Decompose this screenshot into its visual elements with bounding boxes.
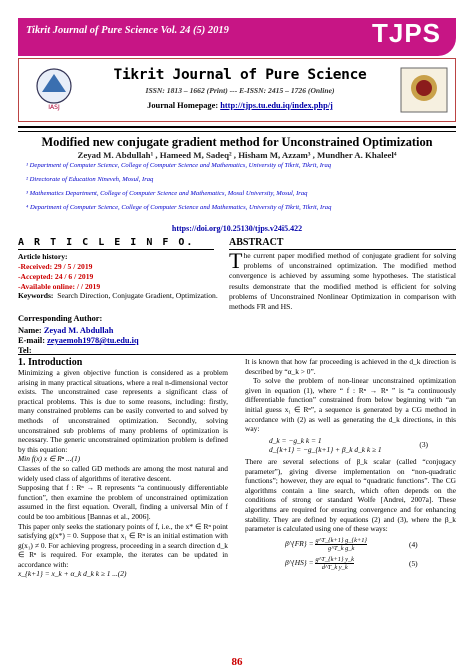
intro-heading: 1. Introduction	[18, 357, 83, 368]
intro-paragraph-3: Supposing that f : Rⁿ → R represents “a continuously differentiable function”, then examine the problem of unconstrained optimization assumed in the first equation. Overall, finding a universal Min of f could be too ambitious [Bannas et al., 2006].	[18, 483, 228, 521]
affiliation-1: ¹ Department of Computer Science, College of Computer Science and Mathematics, University of Tikrit, Tikrit, Iraq	[26, 162, 332, 169]
iasj-logo	[24, 62, 84, 118]
left-column	[18, 368, 228, 579]
corresponding-author-label: Corresponding Author:	[18, 314, 103, 323]
right-column	[245, 357, 456, 572]
right-paragraph-3: There are several selections of β_k scalar (called “conjugacy parameter”), giving diverse implementation on “non-quadratic functions”; however, they are equal to “quadratic functions”. The CG algorithms contain a line search, which often depends on the conditions of strong or standard Wolfe [Andrei, 2007a]. These algorithms are required for ensuring convergence and for enhancing stability. They are defined by equations (2) and (3), where the β_k parameter is calculated using one of these ways:	[245, 456, 456, 534]
name-label: Name:	[18, 326, 42, 335]
equation-3-tag: (3)	[419, 439, 428, 449]
affiliation-4: ⁴ Department of Computer Science, College of Computer Science and Mathematics, University of Tikrit, Tikrit, Iraq	[26, 204, 332, 211]
abstract-body	[229, 248, 456, 312]
equation-4	[285, 537, 456, 553]
email-link[interactable]: zeyaemoh1978@tu.edu.iq	[47, 336, 139, 345]
author-name-line	[18, 326, 218, 335]
equation-2: x_{k+1} = x_k + α_k d_k k ≥ 1 ...(2)	[18, 569, 127, 579]
article-info-heading: A R T I C L E I N F O.	[18, 237, 195, 248]
equation-5	[285, 556, 456, 572]
equation-5-lhs: β^{HS} =	[285, 557, 314, 567]
equation-5-numerator: g^T_{k+1} y_k	[315, 555, 354, 563]
right-paragraph-1: It is known that how far proceeding is achieved in the d_k direction is described by “α_k > 0”.	[245, 357, 456, 376]
equation-5-denominator: d^T_k y_k	[321, 563, 348, 571]
equation-3	[269, 436, 456, 455]
intro-rule	[18, 354, 456, 355]
paper-title: Modified new conjugate gradient method for Unconstrained Optimization	[41, 135, 433, 149]
doi-line	[18, 224, 456, 233]
article-history-label: Article history:	[18, 252, 68, 261]
keywords-text: Search Direction, Conjugate Gradient, Optimization.	[57, 291, 218, 300]
equation-5-fraction	[315, 556, 354, 571]
equation-4-numerator: g^T_{k+1} g_{k+1}	[315, 536, 367, 544]
equation-4-denominator: g^T_k g_k	[328, 544, 355, 552]
tel-label: Tel:	[18, 346, 32, 355]
equation-3-line-2: d_{k+1} = −g_{k+1} + β_k d_k k ≥ 1	[269, 445, 382, 455]
accepted-date: -Accepted: 24 / 6 / 2019	[18, 272, 94, 281]
homepage-link[interactable]: http://tjps.tu.edu.iq/index.php/j	[220, 101, 333, 110]
doi-link[interactable]: https://doi.org/10.25130/tjps.v24i5.422	[171, 224, 303, 233]
equation-4-lhs: β^{FR} =	[285, 538, 314, 548]
equation-4-fraction	[315, 537, 367, 552]
page-number: 86	[231, 656, 243, 668]
intro-paragraph-2: Classes of the so called GD methods are among the most natural and widely used class of algorithms of iterative descent.	[18, 463, 228, 483]
keywords-label: Keywords:	[18, 291, 54, 300]
intro-paragraph-4: This paper only seeks the stationary points of f, i.e., the x* ∈ Rⁿ point satisfying g(x*) = 0. Suppose that x₁ ∈ Rⁿ is an initial estimation with g(x₁) ≠ 0. For achieving progress, proceeding in a search direction d_k ∈ Rⁿ is required. For example, the iterates can be updated in accordance with:	[18, 521, 228, 569]
author-list: Zeyad M. Abdullah¹ , Hameed M, Sadeq² , Hisham M, Azzam³ , Mundher A. Khaleel⁴	[77, 150, 397, 160]
author-name: Zeyad M. Abdullah	[43, 326, 114, 335]
homepage-line	[90, 101, 390, 110]
equation-1: Min f(x) x ∈ Rⁿ ...(1)	[18, 454, 81, 464]
equation-5-tag: (5)	[409, 558, 418, 568]
homepage-label: Journal Homepage:	[147, 101, 219, 110]
brand-mark: TJPS	[372, 18, 442, 48]
issn-line: ISSN: 1813 – 1662 (Print) --- E-ISSN: 2415 – 1726 (Online)	[145, 86, 335, 95]
keywords-block	[18, 291, 218, 300]
abstract-text: he current paper modified method of conjugate gradient for solving problems of unconstrained optimization. The modified method convergence is achieved by assuming some hypotheses. The statistical results demonstrate that the modified method is efficient for solving problems of Unconstrained Nonlinear Optimization in comparison with methods FR and HS.	[229, 251, 456, 312]
affiliation-3: ³ Mathematics Department, College of Computer Science and Mathematics, Mosul University, Mosul, Iraq	[26, 190, 308, 197]
online-date: -Available online: / / 2019	[18, 282, 101, 291]
equation-3-line-1: d_k = −g_k k = 1	[269, 435, 322, 445]
email-label: E-mail:	[18, 336, 45, 345]
svg-text:IASJ: IASJ	[48, 104, 60, 111]
article-info-rule	[18, 249, 214, 250]
right-paragraph-2: To solve the problem of non-linear unconstrained optimization given in equation (1), where “ f : Rⁿ → Rⁿ ” is “a continuously differentiable function” constrained from below beginning with “an initial guess x₁ ∈ Rⁿ”, a sequence is generated by a CG method in accordance with (2) as well as generating the d_k directions, in this way:	[245, 376, 456, 434]
journal-volume-line: Tikrit Journal of Pure Science Vol. 24 (5) 2019	[26, 25, 229, 36]
abstract-heading: ABSTRACT	[229, 237, 284, 248]
abstract-drop-cap: T	[229, 248, 243, 273]
intro-paragraph-1: Minimizing a given objective function is considered as a problem arising in many practical situations, where a real n-dimensional vector exists. The unconstrained case represents a significant class of practical problems. This is due to some reasons, including: firstly, many constrained problems can be easily converted to and solved by methods of unconstrained optimization. Secondly, solving unconstrained sub problems of many problems of optimization is necessary. The generic unconstrained optimization problem is defined by this equation:	[18, 368, 228, 454]
tjps-logo	[395, 62, 453, 118]
header-divider	[18, 126, 456, 132]
equation-4-tag: (4)	[409, 539, 418, 549]
received-date: -Received: 29 / 5 / 2019	[18, 262, 93, 271]
email-line	[18, 336, 218, 345]
abstract-rule	[229, 249, 456, 250]
journal-title: Tikrit Journal of Pure Science	[113, 67, 367, 83]
affiliation-2: ² Directorate of Education Nineveh, Mosul, Iraq	[26, 176, 154, 183]
